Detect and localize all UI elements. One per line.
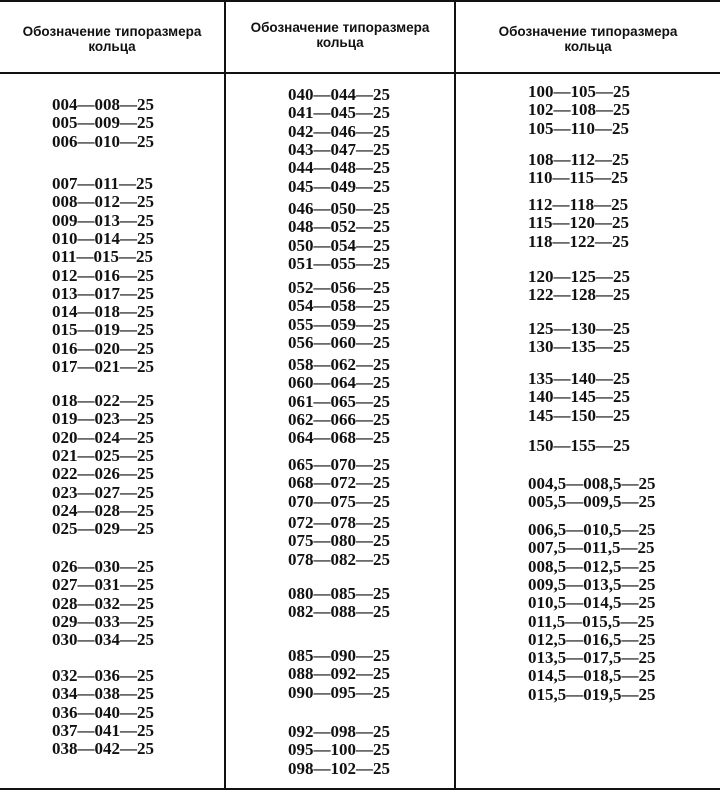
size-designation-cell: 075—080—25 — [288, 531, 390, 551]
size-designation-cell: 012,5—016,5—25 — [528, 629, 656, 649]
size-designation-cell: 010—014—25 — [52, 228, 154, 248]
column-header-1-line1: Обозначение типоразмера — [22, 24, 202, 39]
size-designation-cell: 118—122—25 — [528, 231, 630, 251]
size-designation-cell: 025—029—25 — [52, 519, 154, 539]
size-designation-cell: 055—059—25 — [288, 314, 390, 334]
size-designation-cell: 010,5—014,5—25 — [528, 593, 656, 613]
size-designation-cell: 064—068—25 — [288, 428, 390, 448]
size-designation-cell: 044—048—25 — [288, 158, 390, 178]
size-designation-cell: 023—027—25 — [52, 482, 154, 502]
size-designation-cell: 090—095—25 — [288, 682, 390, 702]
size-designation-cell: 068—072—25 — [288, 473, 390, 493]
size-designation-cell: 004,5—008,5—25 — [528, 474, 656, 493]
size-designation-cell: 024—028—25 — [52, 500, 154, 520]
size-designation-cell: 048—052—25 — [288, 217, 390, 237]
size-designation-cell: 007—011—25 — [52, 174, 154, 193]
size-designation-cell: 078—082—25 — [288, 549, 390, 569]
size-designation-cell: 056—060—25 — [288, 332, 390, 352]
size-designation-cell: 125—130—25 — [528, 319, 630, 338]
size-designation-cell: 009,5—013,5—25 — [528, 574, 656, 594]
column-header-1-line2: кольца — [88, 39, 136, 54]
size-designation-cell: 054—058—25 — [288, 296, 390, 316]
size-designation-cell: 045—049—25 — [288, 176, 390, 196]
size-designation-cell: 029—033—25 — [52, 611, 154, 631]
size-designation-cell: 115—120—25 — [528, 213, 630, 233]
column-header-3-line2: кольца — [564, 39, 612, 54]
size-designation-cell: 095—100—25 — [288, 740, 390, 760]
size-designation-cell: 014—018—25 — [52, 302, 154, 322]
size-designation-cell: 042—046—25 — [288, 121, 390, 141]
size-designation-cell: 026—030—25 — [52, 557, 154, 576]
size-designation-cell: 007,5—011,5—25 — [528, 538, 655, 558]
size-designation-cell: 150—155—25 — [528, 436, 630, 455]
size-designation-cell: 004—008—25 — [52, 95, 154, 114]
size-designation-cell: 088—092—25 — [288, 664, 390, 684]
size-designation-cell: 027—031—25 — [52, 575, 154, 595]
size-designation-cell: 051—055—25 — [288, 253, 390, 273]
size-designation-cell: 018—022—25 — [52, 391, 154, 410]
column-divider-1 — [224, 0, 226, 790]
size-designation-cell: 040—044—25 — [288, 85, 390, 104]
size-designation-cell: 034—038—25 — [52, 684, 154, 704]
size-designation-cell: 005—009—25 — [52, 113, 154, 133]
size-designation-cell: 080—085—25 — [288, 584, 390, 603]
size-designation-cell: 102—108—25 — [528, 100, 630, 120]
size-designation-cell: 020—024—25 — [52, 427, 154, 447]
size-designation-cell: 105—110—25 — [528, 118, 630, 138]
size-designation-cell: 015—019—25 — [52, 320, 154, 340]
size-designation-cell: 005,5—009,5—25 — [528, 492, 656, 512]
size-designation-cell: 012—016—25 — [52, 265, 154, 285]
column-header-2-line1: Обозначение типоразмера — [250, 20, 430, 35]
column-header-2 — [226, 20, 454, 50]
size-designation-cell: 052—056—25 — [288, 278, 390, 297]
size-designation-cell: 006—010—25 — [52, 131, 154, 151]
size-designation-cell: 006,5—010,5—25 — [528, 520, 656, 539]
size-designation-cell: 008,5—012,5—25 — [528, 556, 656, 576]
size-designation-cell: 145—150—25 — [528, 405, 630, 425]
size-designation-cell: 013,5—017,5—25 — [528, 648, 656, 668]
size-designation-cell: 030—034—25 — [52, 630, 154, 650]
size-designation-cell: 022—026—25 — [52, 464, 154, 484]
column-header-1 — [0, 24, 224, 54]
size-designation-cell: 135—140—25 — [528, 369, 630, 388]
size-designation-cell: 140—145—25 — [528, 387, 630, 407]
size-designation-cell: 065—070—25 — [288, 455, 390, 474]
size-designation-cell: 019—023—25 — [52, 409, 154, 429]
table-bottom-rule — [0, 788, 720, 790]
size-designation-cell: 130—135—25 — [528, 337, 630, 357]
size-designation-cell: 050—054—25 — [288, 235, 390, 255]
size-designation-cell: 046—050—25 — [288, 199, 390, 218]
size-designation-cell: 082—088—25 — [288, 602, 390, 622]
size-designation-cell: 062—066—25 — [288, 409, 390, 429]
size-designation-cell: 043—047—25 — [288, 139, 390, 159]
size-designation-cell: 112—118—25 — [528, 195, 629, 214]
size-designation-cell: 098—102—25 — [288, 758, 390, 778]
size-designation-cell: 036—040—25 — [52, 702, 154, 722]
size-designation-cell: 060—064—25 — [288, 373, 390, 393]
size-designation-cell: 061—065—25 — [288, 391, 390, 411]
size-designation-cell: 028—032—25 — [52, 593, 154, 613]
column-divider-2 — [454, 0, 456, 790]
size-designation-cell: 108—112—25 — [528, 150, 630, 169]
size-designation-cell: 037—041—25 — [52, 720, 154, 740]
size-designation-cell: 014,5—018,5—25 — [528, 666, 656, 686]
table-top-rule — [0, 0, 720, 2]
size-designation-cell: 122—128—25 — [528, 285, 630, 305]
size-designation-cell: 038—042—25 — [52, 739, 154, 759]
size-designation-cell: 009—013—25 — [52, 210, 154, 230]
size-designation-cell: 013—017—25 — [52, 283, 154, 303]
size-designation-cell: 120—125—25 — [528, 267, 630, 286]
size-designation-cell: 070—075—25 — [288, 491, 390, 511]
size-designation-cell: 011—015—25 — [52, 247, 154, 267]
column-header-2-line2: кольца — [316, 35, 364, 50]
column-header-3-line1: Обозначение типоразмера — [498, 24, 678, 39]
size-designation-cell: 100—105—25 — [528, 82, 630, 101]
size-designation-cell: 085—090—25 — [288, 646, 390, 665]
size-designation-cell: 092—098—25 — [288, 722, 390, 741]
size-designation-cell: 032—036—25 — [52, 666, 154, 685]
column-header-3 — [456, 24, 720, 54]
size-designation-cell: 110—115—25 — [528, 168, 629, 188]
header-divider — [0, 72, 720, 74]
size-designation-cell: 072—078—25 — [288, 513, 390, 532]
size-designation-cell: 058—062—25 — [288, 355, 390, 374]
size-designation-cell: 041—045—25 — [288, 103, 390, 123]
size-designation-cell: 008—012—25 — [52, 192, 154, 212]
size-designation-cell: 015,5—019,5—25 — [528, 684, 656, 704]
size-designation-cell: 011,5—015,5—25 — [528, 611, 655, 631]
size-designation-cell: 016—020—25 — [52, 338, 154, 358]
size-designation-cell: 021—025—25 — [52, 445, 154, 465]
size-designation-cell: 017—021—25 — [52, 357, 154, 376]
